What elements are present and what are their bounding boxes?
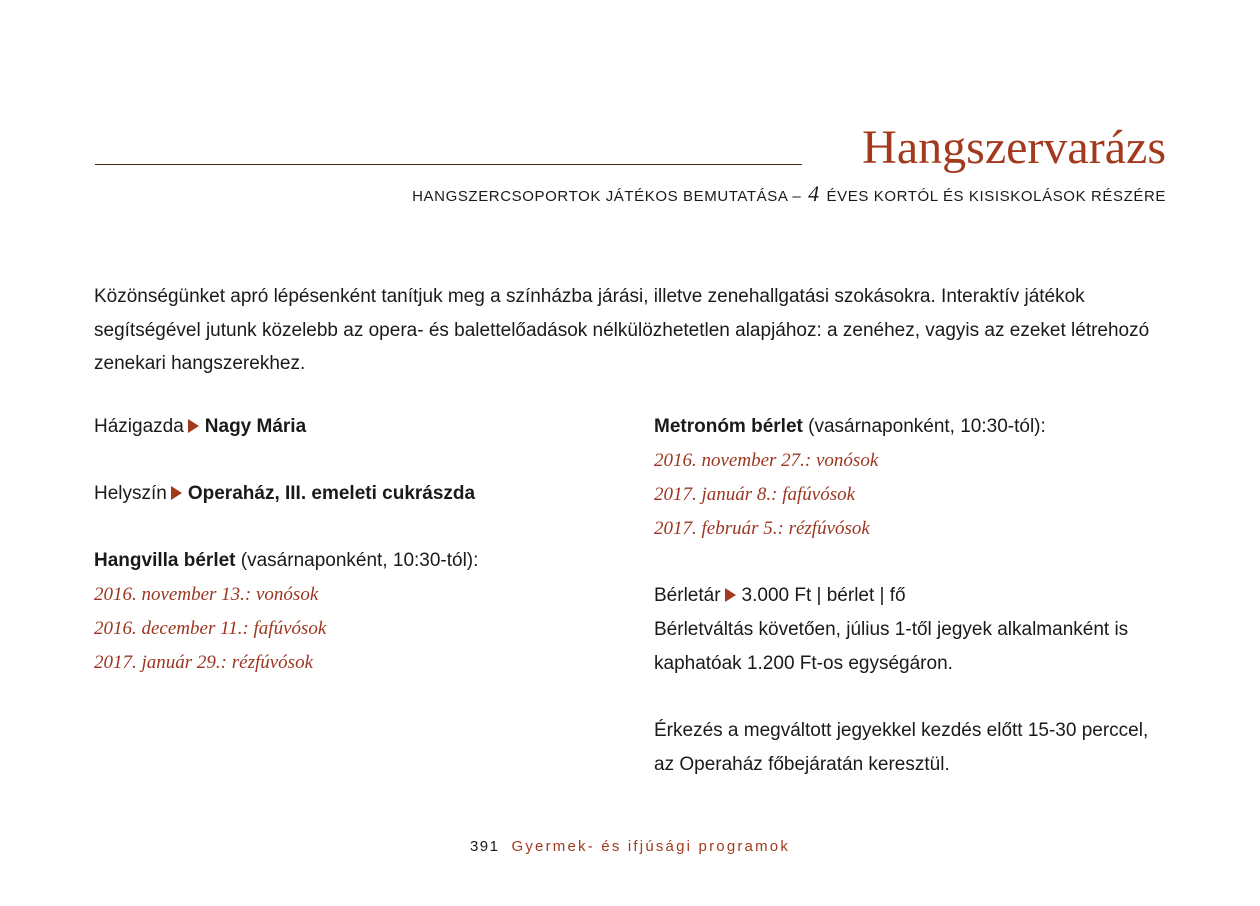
date-item: 2017. február 5.: rézfúvósok [654,518,870,539]
date-item: 2016. november 13.: vonósok [94,584,319,605]
venue-label: Helyszín [94,483,167,504]
venue-value: Operaház, III. emeleti cukrászda [187,483,476,504]
header-rule [95,164,802,165]
info-line: kaphatóak 1.200 Ft-os egységáron. [654,653,953,674]
date-item: 2017. január 29.: rézfúvósok [94,652,314,673]
subtitle-age-number: 4 [808,181,820,206]
page-number: 391 [469,838,500,855]
price-row [654,579,1174,613]
host-value: Nagy Mária [204,416,307,437]
host-row [94,410,614,444]
arrow-right-icon [171,486,182,500]
pass-heading [94,544,614,578]
section-title: Gyermek- és ifjúsági programok [511,838,791,855]
price-value: 3.000 Ft | bérlet | fő [741,585,906,606]
arrival-line: Érkezés a megváltott jegyekkel kezdés előtt 15-30 perccel, [654,720,1149,741]
page-subtitle [412,183,1166,208]
pass-name: Hangvilla bérlet [94,550,236,571]
subtitle-text-after: ÉVES KORTÓL ÉS KISISKOLÁSOK RÉSZÉRE [826,188,1166,205]
page-title: Hangszervarázs [862,121,1166,174]
pass-schedule: (vasárnaponként, 10:30-tól): [802,416,1046,437]
left-column [94,410,614,680]
pass-heading [654,410,1174,444]
page-footer [0,838,1260,855]
date-item: 2017. január 8.: fafúvósok [654,484,856,505]
pass-name: Metronóm bérlet [654,416,803,437]
venue-row [94,477,614,511]
arrival-line: az Operaház főbejáratán keresztül. [654,754,950,775]
date-item: 2016. november 27.: vonósok [654,450,879,471]
arrow-right-icon [725,588,736,602]
pass-schedule: (vasárnaponként, 10:30-tól): [235,550,479,571]
arrow-right-icon [188,419,199,433]
info-line: Bérletváltás követően, július 1-től jegyek alkalmanként is [654,619,1129,640]
host-label: Házigazda [94,416,184,437]
intro-paragraph: Közönségünket apró lépésenként tanítjuk meg a színházba járási, illetve zenehallgatási szokásokra. Interaktív játékok segítségével jutunk közelebb az opera- és balettelőadások nélkülözhetetlen alapjához: a zenéhez, vagyis az ezeket létrehozó zenekari hangszerekhez. [94,286,1150,374]
subtitle-text-before: HANGSZERCSOPORTOK JÁTÉKOS BEMUTATÁSA – [412,188,802,205]
right-column [654,410,1174,782]
date-item: 2016. december 11.: fafúvósok [94,618,327,639]
price-label: Bérletár [654,585,721,606]
